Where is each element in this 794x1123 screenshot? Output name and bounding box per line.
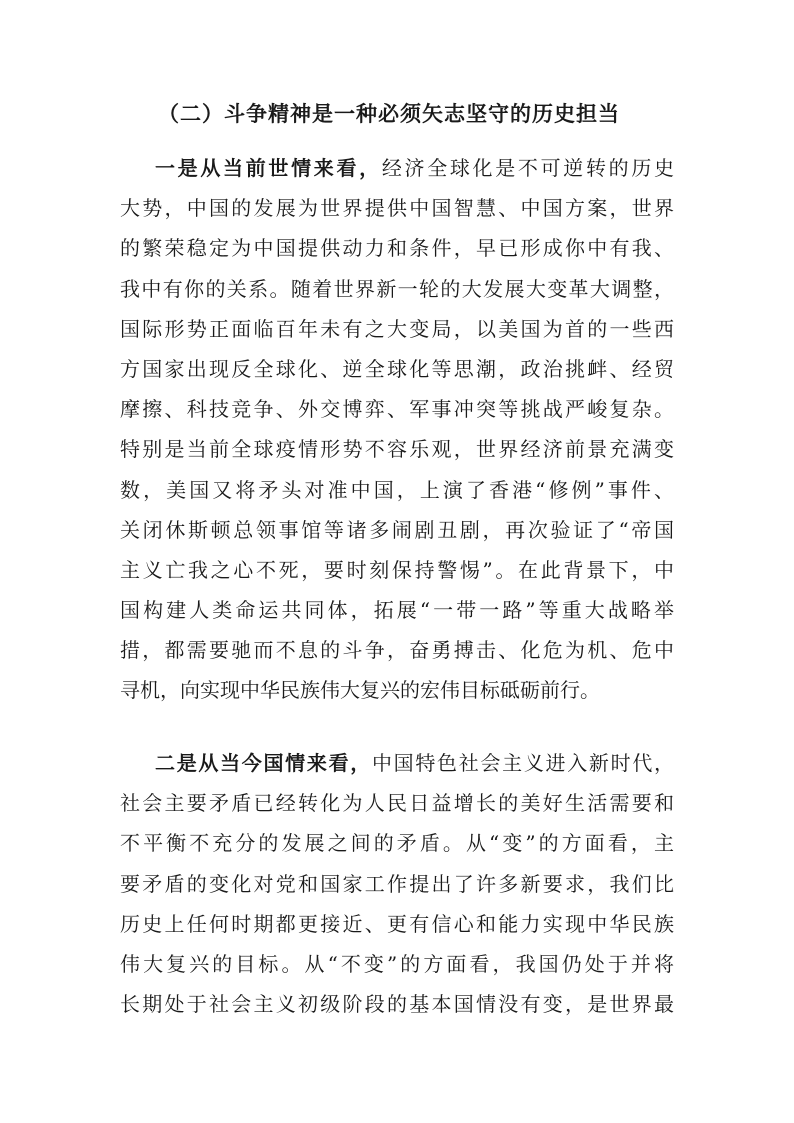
paragraph-line: 的繁荣稳定为中国提供动力和条件，早已形成你中有我、 bbox=[120, 236, 674, 261]
paragraph-line: 长期处于社会主义初级阶段的基本国情没有变，是世界最 bbox=[120, 992, 674, 1017]
paragraph-line: 关闭休斯顿总领事馆等诸多闹剧丑剧，再次验证了“帝国 bbox=[120, 517, 674, 542]
paragraph-line: 不平衡不充分的发展之间的矛盾。从“变”的方面看，主 bbox=[120, 831, 674, 856]
paragraph-line: 摩擦、科技竞争、外交博弈、军事冲突等挑战严峻复杂。 bbox=[120, 397, 674, 422]
paragraph-line: 大势，中国的发展为世界提供中国智慧、中国方案，世界 bbox=[120, 196, 674, 221]
paragraph-line: 要矛盾的变化对党和国家工作提出了许多新要求，我们比 bbox=[120, 871, 674, 896]
paragraph-text: 经济全球化是不可逆转的历史 bbox=[381, 156, 675, 180]
paragraph-line: 伟大复兴的目标。从“不变”的方面看，我国仍处于并将 bbox=[120, 951, 674, 976]
paragraph-line: 方国家出现反全球化、逆全球化等思潮，政治挑衅、经贸 bbox=[120, 356, 674, 381]
paragraph-text: 中国特色社会主义进入新时代， bbox=[371, 751, 675, 775]
section-heading: （二）斗争精神是一种必须矢志坚守的历史担当 bbox=[158, 101, 620, 126]
paragraph-line: 措，都需要驰而不息的斗争，奋勇搏击、化危为机、危中 bbox=[120, 638, 674, 663]
paragraph-lead: 一是从当前世情来看， bbox=[155, 156, 382, 180]
paragraph-line: 寻机，向实现中华民族伟大复兴的宏伟目标砥砺前行。 bbox=[120, 678, 600, 703]
paragraph-line: 社会主要矛盾已经转化为人民日益增长的美好生活需要和 bbox=[120, 791, 674, 816]
paragraph-world-situation bbox=[120, 148, 674, 711]
paragraph-line: 数，美国又将矛头对准中国，上演了香港“修例”事件、 bbox=[120, 477, 674, 502]
paragraph-line: 我中有你的关系。随着世界新一轮的大发展大变革大调整， bbox=[120, 276, 674, 301]
paragraph-line bbox=[120, 743, 674, 783]
paragraph-line bbox=[120, 148, 674, 188]
paragraph-line: 国构建人类命运共同体，拓展“一带一路”等重大战略举 bbox=[120, 598, 674, 623]
paragraph-line: 主义亡我之心不死，要时刻保持警惕”。在此背景下，中 bbox=[120, 557, 674, 582]
paragraph-line: 国际形势正面临百年未有之大变局，以美国为首的一些西 bbox=[120, 316, 674, 341]
paragraph-line: 特别是当前全球疫情形势不容乐观，世界经济前景充满变 bbox=[120, 437, 674, 462]
paragraph-lead: 二是从当今国情来看， bbox=[155, 751, 372, 775]
paragraph-line: 历史上任何时期都更接近、更有信心和能力实现中华民族 bbox=[120, 911, 674, 936]
paragraph-national-situation bbox=[120, 743, 674, 1024]
